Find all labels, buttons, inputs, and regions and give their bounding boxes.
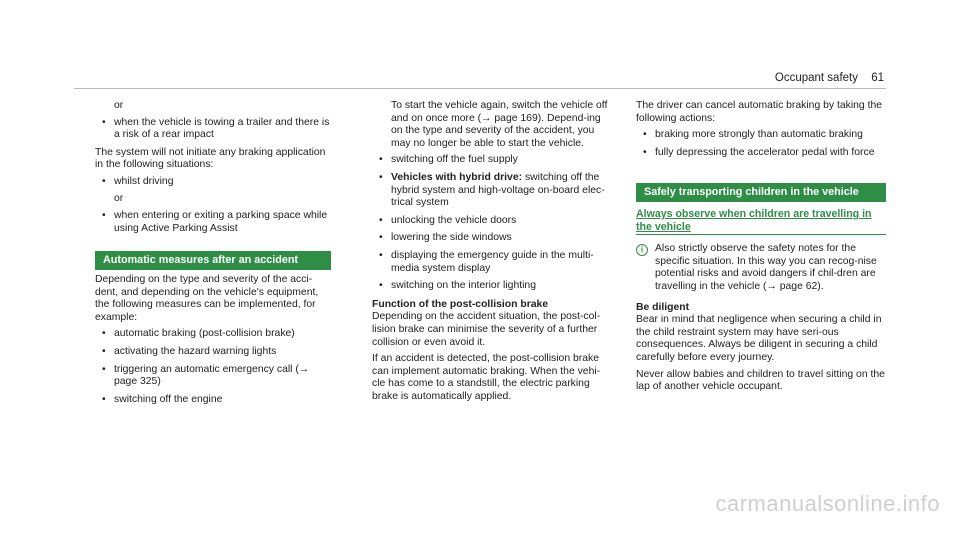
column-3 (636, 100, 886, 398)
link-subheading-text[interactable]: Always observe when children are travelling in the vehicle (636, 207, 872, 233)
list-item: • when the vehicle is towing a trailer and there is a risk of a rear impact (95, 117, 331, 142)
text-or: or (114, 192, 124, 204)
subheading: Be diligent (636, 301, 690, 313)
list-item: • when entering or exiting a parking space while using Active Parking Assist (95, 210, 331, 235)
list-item: • automatic braking (post-collision brake) (95, 328, 331, 341)
paragraph: If an accident is detected, the post-collision brake can implement automatic braking. When the vehi-cle has come to a standstill, the electric parking brake is automatically applied. (372, 353, 601, 402)
paragraph: The driver can cancel automatic braking by taking the following actions: (636, 100, 883, 124)
text-or: or (114, 100, 124, 111)
list-item: • switching off the engine (95, 394, 331, 407)
list-actions (636, 129, 886, 159)
paragraph: Depending on the type and severity of the acci-dent, and depending on the vehicle's equipment, the following measures can be implemented, for example: (95, 273, 319, 323)
info-note (636, 243, 886, 293)
list-item (95, 176, 331, 205)
page-header (775, 72, 884, 84)
list-tow (95, 117, 331, 142)
hybrid-label: Vehicles with hybrid drive: (391, 171, 523, 183)
section-title: Occupant safety (774, 72, 858, 84)
list-item (372, 172, 608, 210)
column-2 (372, 100, 608, 407)
list-item-text: whilst driving (114, 175, 174, 187)
header-rule (74, 88, 886, 89)
page-number: 61 (871, 72, 884, 84)
list-item: • triggering an automatic emergency call (→ page 325) (95, 364, 331, 389)
list-item: • fully depressing the accelerator pedal with force (636, 147, 886, 160)
paragraph: Bear in mind that negligence when securing a child in the child restraint system may have seri-ous consequences. Always be diligent in securing a child carefully before every journey. (636, 314, 882, 363)
paragraph: To start the vehicle again, switch the vehicle off and on once more (→ page 169). Depend-ing on the type and severity of the accident, you may no longer be able to start the vehicle. (391, 100, 608, 149)
list-measures (95, 328, 331, 406)
list-item: • displaying the emergency guide in the multi-media system display (372, 250, 608, 275)
list-item: • unlocking the vehicle doors (372, 215, 608, 228)
list-item: • switching on the interior lighting (372, 280, 608, 293)
subheading: Function of the post-collision brake (372, 298, 549, 310)
list-measures-cont (372, 154, 608, 292)
list-item: • lowering the side windows (372, 232, 608, 245)
link-subheading[interactable] (636, 208, 886, 235)
paragraph: Depending on the accident situation, the post-col-lision brake can minimise the severity of a further collision or even avoid it. (372, 311, 601, 348)
list-item: • braking more strongly than automatic braking (636, 129, 886, 142)
section-heading-bar: Safely transporting children in the vehicle (636, 183, 886, 202)
list-item: • activating the hazard warning lights (95, 346, 331, 359)
column-1 (95, 100, 331, 411)
list-item: • switching off the fuel supply (372, 154, 608, 167)
paragraph: The system will not initiate any braking application in the following situations: (95, 146, 326, 171)
watermark: carmanualsonline.info (715, 491, 940, 516)
note-text: Also strictly observe the safety notes for the specific situation. In this way you can recog-nise potential risks and avoid dangers if chil-dren are travelling in the vehicle (→ page 62). (655, 243, 877, 292)
info-icon: i (636, 244, 648, 256)
paragraph: Never allow babies and children to travel sitting on the lap of another vehicle occupant. (636, 368, 885, 393)
hybrid-text: switching off the hybrid system and high-voltage on-board elec-trical system (391, 171, 605, 209)
list-driving (95, 176, 331, 235)
section-heading-bar: Automatic measures after an accident (95, 251, 331, 270)
